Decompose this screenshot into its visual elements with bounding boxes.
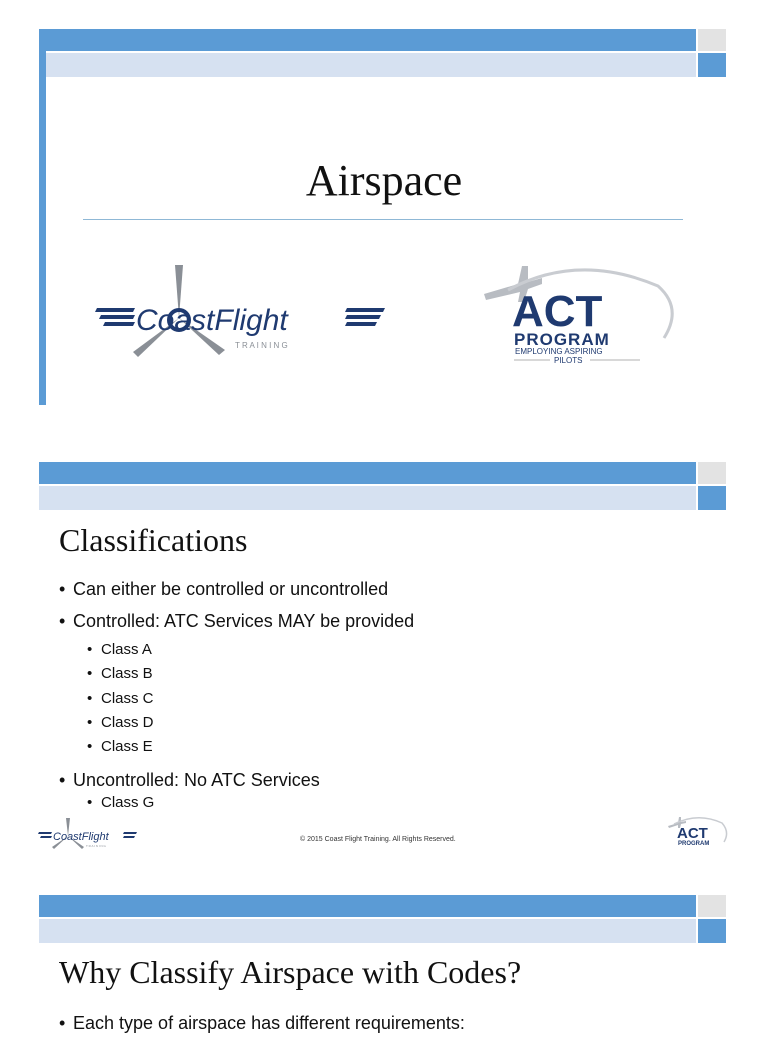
slide-title: Airspace	[305, 156, 463, 205]
list-item: • Class C	[87, 689, 154, 707]
list-item: • Can either be controlled or uncontrolled	[59, 579, 389, 599]
header-square-grey	[698, 895, 726, 917]
act-tagline-2: PILOTS	[554, 356, 583, 365]
list-item: • Uncontrolled: No ATC Services	[59, 770, 320, 791]
coastflight-wordmark: CoastFlight	[136, 304, 288, 337]
bullet-list	[59, 1010, 465, 1042]
act-program-label: PROGRAM	[514, 330, 610, 349]
header-band-light	[39, 919, 696, 943]
list-item: • Class E	[87, 738, 153, 756]
copyright-footer: © 2015 Coast Flight Training. All Rights Reserved.	[300, 836, 456, 843]
slide-heading: Classifications	[59, 522, 248, 558]
footer-coastflight-sub: T R A I N I N G	[86, 844, 106, 848]
header-square-blue	[698, 919, 726, 943]
act-wordmark: ACT	[512, 287, 603, 336]
coastflight-sub: T R A I N I N G	[235, 341, 288, 350]
list-item: • Class D	[87, 713, 154, 731]
footer-coastflight-wordmark: CoastFlight	[53, 831, 109, 843]
list-item: • Controlled: ATC Services MAY be provided	[59, 611, 415, 631]
list-item: • Class G	[87, 794, 155, 812]
footer-act-program: PROGRAM	[678, 841, 710, 847]
footer-act-wordmark: ACT	[677, 825, 708, 842]
slide-heading: Why Classify Airspace with Codes?	[59, 954, 522, 990]
list-item: • Class B	[87, 665, 153, 683]
list-item: • Each type of airspace has different requirements:	[59, 1013, 465, 1033]
act-tagline: EMPLOYING ASPIRING	[515, 347, 603, 356]
header-band-dark	[39, 895, 696, 917]
list-item: • Class A	[87, 641, 152, 658]
